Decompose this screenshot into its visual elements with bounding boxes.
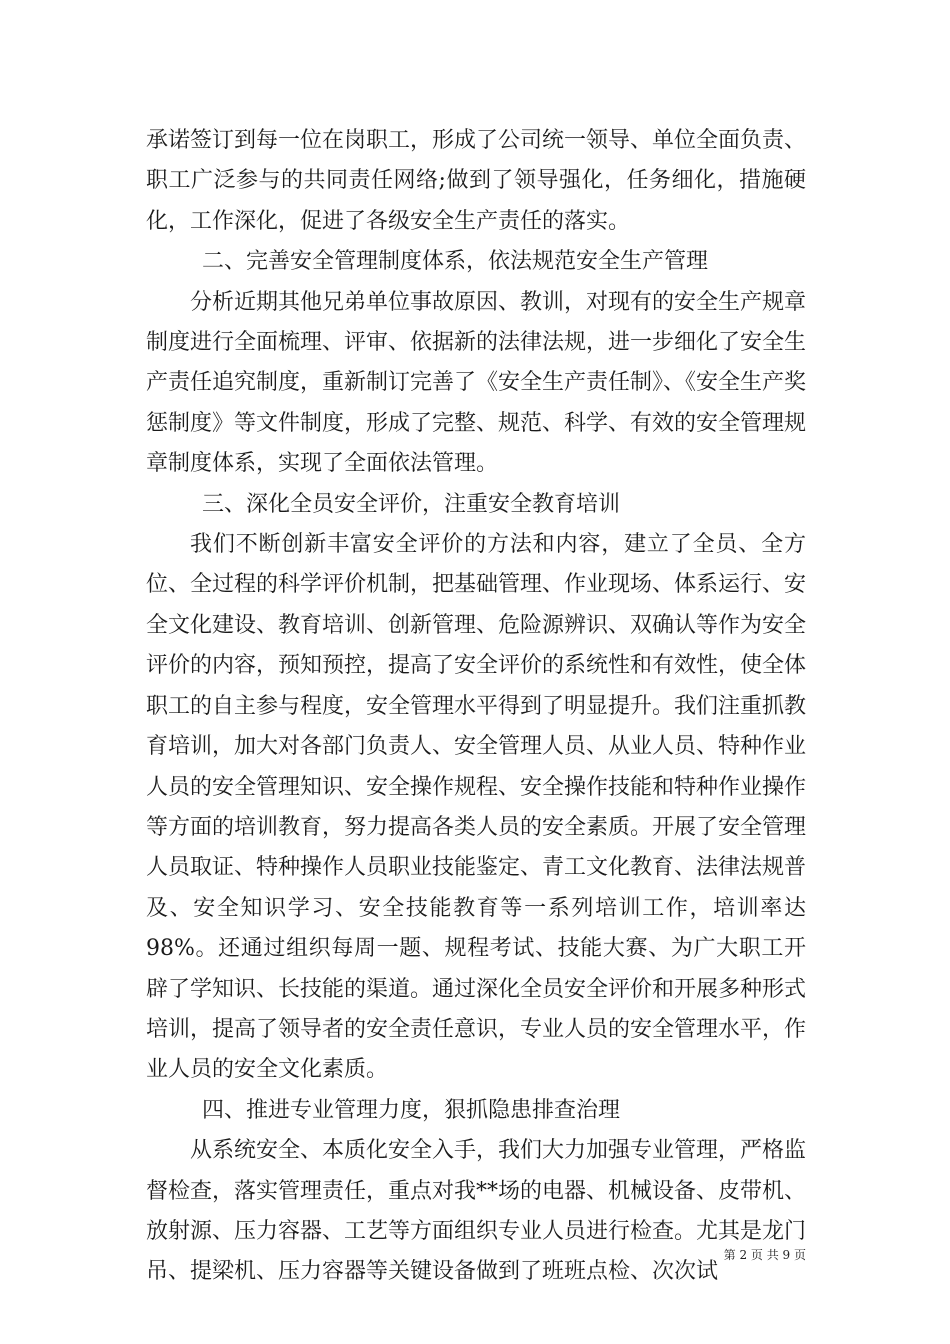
paragraph-safety-evaluation-training: 我们不断创新丰富安全评价的方法和内容，建立了全员、全方位、全过程的科学评价机制，把基础管理、作业现场、体系运行、安全文化建设、教育培训、创新管理、危险源辨识、双确认等作为安全评价的内容，预知预控，提高了安全评价的系统性和有效性，使全体职工的自主参与程度，安全管理水平得到了明显提升。我们注重抓教育培训，加大对各部门负责人、安全管理人员、从业人员、特种作业人员的安全管理知识、安全操作规程、安全操作技能和特种作业操作等方面的培训教育，努力提高各类人员的安全素质。开展了安全管理人员取证、特种操作人员职业技能鉴定、青工文化教育、法律法规普及、安全知识学习、安全技能教育等一系列培训工作，培训率达98%。还通过组织每周一题、规程考试、技能大赛、为广大职工开辟了学知识、长技能的渠道。通过深化全员安全评价和开展多种形式培训，提高了领导者的安全责任意识，专业人员的安全管理水平，作业人员的安全文化素质。 — [146, 532, 807, 1083]
paragraph-professional-management: 从系统安全、本质化安全入手，我们大力加强专业管理，严格监督检查，落实管理责任，重点对我**场的电器、机械设备、皮带机、放射源、压力容器、工艺等方面组织专业人员进行检查。尤其是龙门吊、提梁机、压力容器等关键设备做到了班班点检、次次试 — [146, 1138, 807, 1285]
document-body — [146, 121, 806, 1293]
section-heading-2: 二、完善安全管理制度体系，依法规范安全生产管理 — [202, 249, 709, 275]
paragraph-regulation-system: 分析近期其他兄弟单位事故原因、教训，对现有的安全生产规章制度进行全面梳理、评审、依据新的法律法规，进一步细化了安全生产责任追究制度，重新制订完善了《安全生产责任制》、《安全生产奖惩制度》等文件制度，形成了完整、规范、科学、有效的安全管理规章制度体系，实现了全面依法管理。 — [146, 289, 807, 477]
page-number-footer: 第 2 页 共 9 页 — [723, 1248, 806, 1262]
paragraph-responsibility-network: 承诺签订到每一位在岗职工，形成了公司统一领导、单位全面负责、职工广泛参与的共同责任网络;做到了领导强化，任务细化，措施硬化，工作深化，促进了各级安全生产责任的落实。 — [146, 128, 807, 234]
section-heading-4: 四、推进专业管理力度，狠抓隐患排查治理 — [202, 1097, 621, 1123]
section-heading-3: 三、深化全员安全评价，注重安全教育培训 — [202, 491, 621, 517]
